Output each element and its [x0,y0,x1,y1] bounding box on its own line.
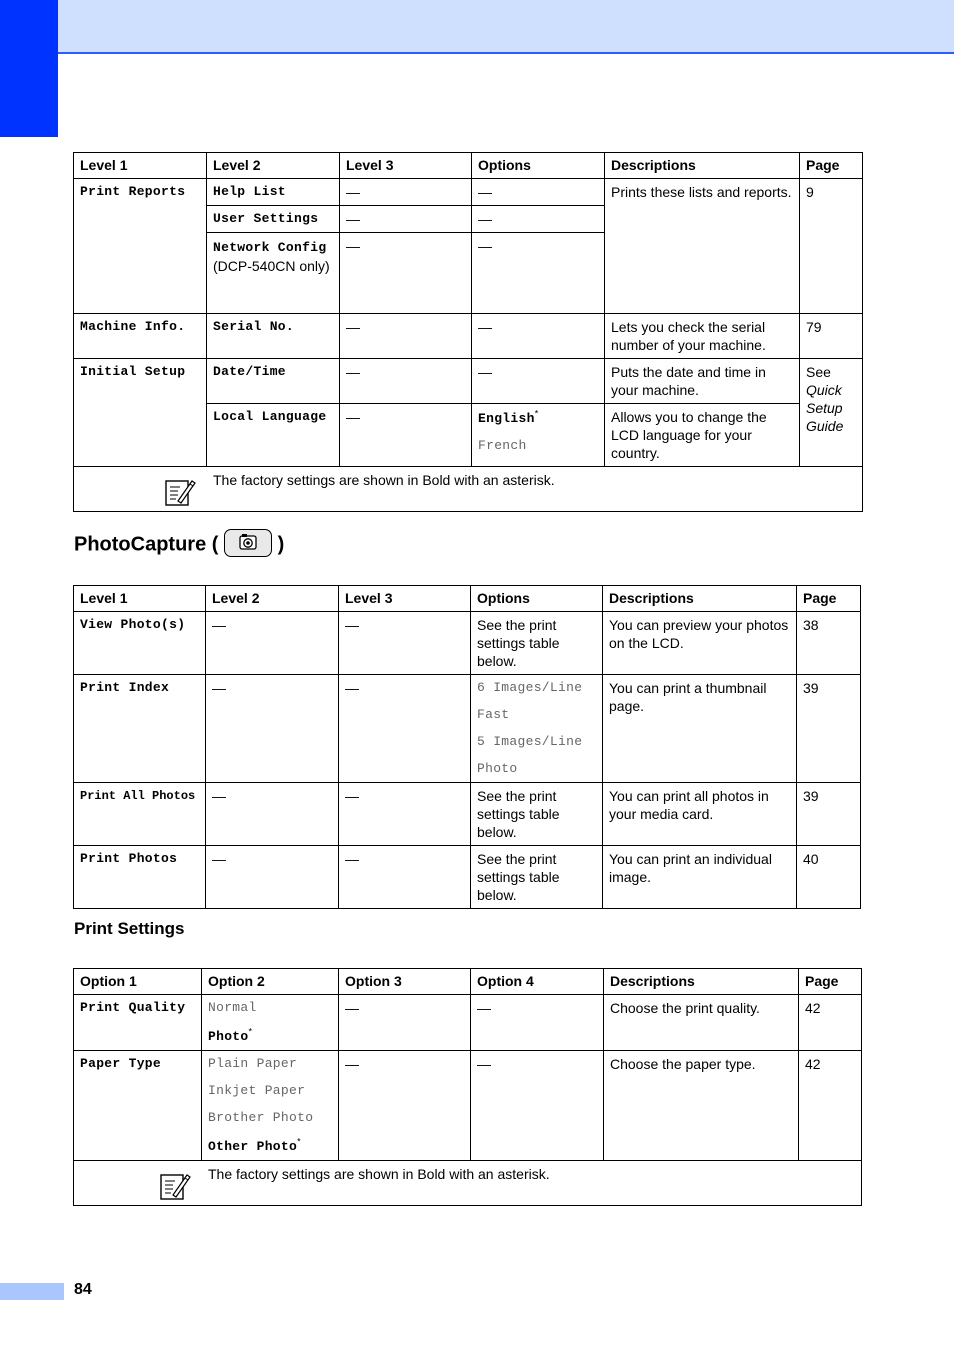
dash-cell: — [471,1051,604,1161]
option-6-images: 6 Images/Line [477,680,583,695]
machine-info-page: 79 [800,314,863,359]
dash-cell: — [340,404,472,467]
options-cell: See the print settings table below. [471,846,603,909]
dash-cell: — [340,179,472,206]
view-photos-cell: View Photo(s) [74,612,206,675]
dash-cell: — [472,206,605,233]
header-page: Page [799,969,862,995]
table-row [74,612,861,675]
datetime-desc: Puts the date and time in your machine. [605,359,800,404]
photocapture-heading [74,531,284,559]
dash-cell: — [471,995,604,1051]
machine-info-desc: Lets you check the serial number of your machine. [605,314,800,359]
header-band [58,0,954,54]
initial-setup-page [800,359,863,467]
factory-settings-note: The factory settings are shown in Bold with an asterisk. [208,1166,550,1182]
table-row [74,783,861,846]
chapter-tab-block [0,0,58,137]
option-photo-default: Photo [208,1029,249,1044]
print-photos-cell: Print Photos [74,846,206,909]
header-level2: Level 2 [207,153,340,179]
note-row [74,467,863,512]
local-language-desc: Allows you to change the LCD language for your country. [605,404,800,467]
header-option4: Option 4 [471,969,604,995]
print-index-options [471,675,603,783]
page-number: 84 [74,1281,92,1298]
header-level1: Level 1 [74,586,206,612]
header-page: Page [797,586,861,612]
print-quality-options [202,995,339,1051]
dash-cell: — [340,359,472,404]
network-config-note: (DCP-540CN only) [213,258,330,274]
dash-cell: — [339,1051,471,1161]
header-option1: Option 1 [74,969,202,995]
local-language-cell: Local Language [207,404,340,467]
header-level2: Level 2 [206,586,339,612]
table-row [74,995,862,1051]
page-cell: 42 [799,1051,862,1161]
print-reports-desc: Prints these lists and reports. [605,179,800,314]
dash-cell: — [472,314,605,359]
default-asterisk: * [534,408,539,419]
factory-settings-note: The factory settings are shown in Bold with an asterisk. [213,472,555,488]
dash-cell: — [206,675,339,783]
help-list-cell: Help List [207,179,340,206]
options-cell: See the print settings table below. [471,783,603,846]
desc-cell: Choose the paper type. [604,1051,799,1161]
paper-type-options [202,1051,339,1161]
page-see: See [806,364,831,380]
print-reports-cell: Print Reports [74,179,207,314]
dash-cell: — [339,675,471,783]
dash-cell: — [472,359,605,404]
dash-cell: — [339,846,471,909]
network-config-cell [207,233,340,314]
option-photo: Photo [477,761,518,776]
option-french: French [478,438,527,453]
dash-cell: — [339,783,471,846]
default-asterisk: * [248,1026,253,1037]
note-pencil-icon [159,1169,191,1205]
user-settings-cell: User Settings [207,206,340,233]
header-level1: Level 1 [74,153,207,179]
page-cell: 39 [797,675,861,783]
header-level3: Level 3 [339,586,471,612]
option-inkjet-paper: Inkjet Paper [208,1083,306,1098]
dash-cell: — [340,314,472,359]
page-cell: 40 [797,846,861,909]
network-config-label: Network Config [213,240,327,255]
dash-cell: — [339,995,471,1051]
option-other-photo-default: Other Photo [208,1139,298,1154]
photocapture-table [73,585,861,909]
page-number-tab [0,1283,64,1300]
datetime-cell: Date/Time [207,359,340,404]
print-index-cell: Print Index [74,675,206,783]
dash-cell: — [206,846,339,909]
machine-info-cell: Machine Info. [74,314,207,359]
serial-no-cell: Serial No. [207,314,340,359]
table-row [74,675,861,783]
photocapture-title-close: ) [277,533,285,556]
header-options: Options [471,586,603,612]
header-descriptions: Descriptions [605,153,800,179]
table-row [74,846,861,909]
language-options-cell [472,404,605,467]
table-row [74,1051,862,1161]
note-row [74,1161,862,1206]
header-page: Page [800,153,863,179]
header-option3: Option 3 [339,969,471,995]
option-5-images: 5 Images/Line [477,734,583,749]
dash-cell: — [206,783,339,846]
photocapture-title: PhotoCapture ( [74,533,219,556]
dash-cell: — [340,206,472,233]
desc-cell: You can print an individual image. [603,846,797,909]
option-brother-photo: Brother Photo [208,1110,314,1125]
option-normal: Normal [208,1000,257,1015]
dash-cell: — [472,179,605,206]
dash-cell: — [340,233,472,314]
desc-cell: You can print a thumbnail page. [603,675,797,783]
dash-cell: — [206,612,339,675]
print-settings-table [73,968,862,1206]
desc-cell: Choose the print quality. [604,995,799,1051]
header-level3: Level 3 [340,153,472,179]
print-reports-page: 9 [800,179,863,314]
header-option2: Option 2 [202,969,339,995]
print-settings-heading: Print Settings [74,919,185,938]
dash-cell: — [472,233,605,314]
page-cell: 39 [797,783,861,846]
default-asterisk: * [297,1136,301,1147]
quick-setup-guide-ref: Quick Setup Guide [806,382,844,434]
photocapture-button-icon [224,529,272,557]
print-all-photos-cell: Print All Photos [74,783,206,846]
dash-cell: — [339,612,471,675]
page-cell: 42 [799,995,862,1051]
header-descriptions: Descriptions [603,586,797,612]
option-fast: Fast [477,707,510,722]
options-cell: See the print settings table below. [471,612,603,675]
initial-setup-cell: Initial Setup [74,359,207,467]
note-pencil-icon [164,475,196,511]
header-descriptions: Descriptions [604,969,799,995]
print-quality-cell: Print Quality [74,995,202,1051]
desc-cell: You can preview your photos on the LCD. [603,612,797,675]
header-options: Options [472,153,605,179]
page-cell: 38 [797,612,861,675]
option-plain-paper: Plain Paper [208,1056,298,1071]
paper-type-cell: Paper Type [74,1051,202,1161]
menu-table-reports [73,152,863,512]
desc-cell: You can print all photos in your media card. [603,783,797,846]
option-english: English [478,411,535,426]
